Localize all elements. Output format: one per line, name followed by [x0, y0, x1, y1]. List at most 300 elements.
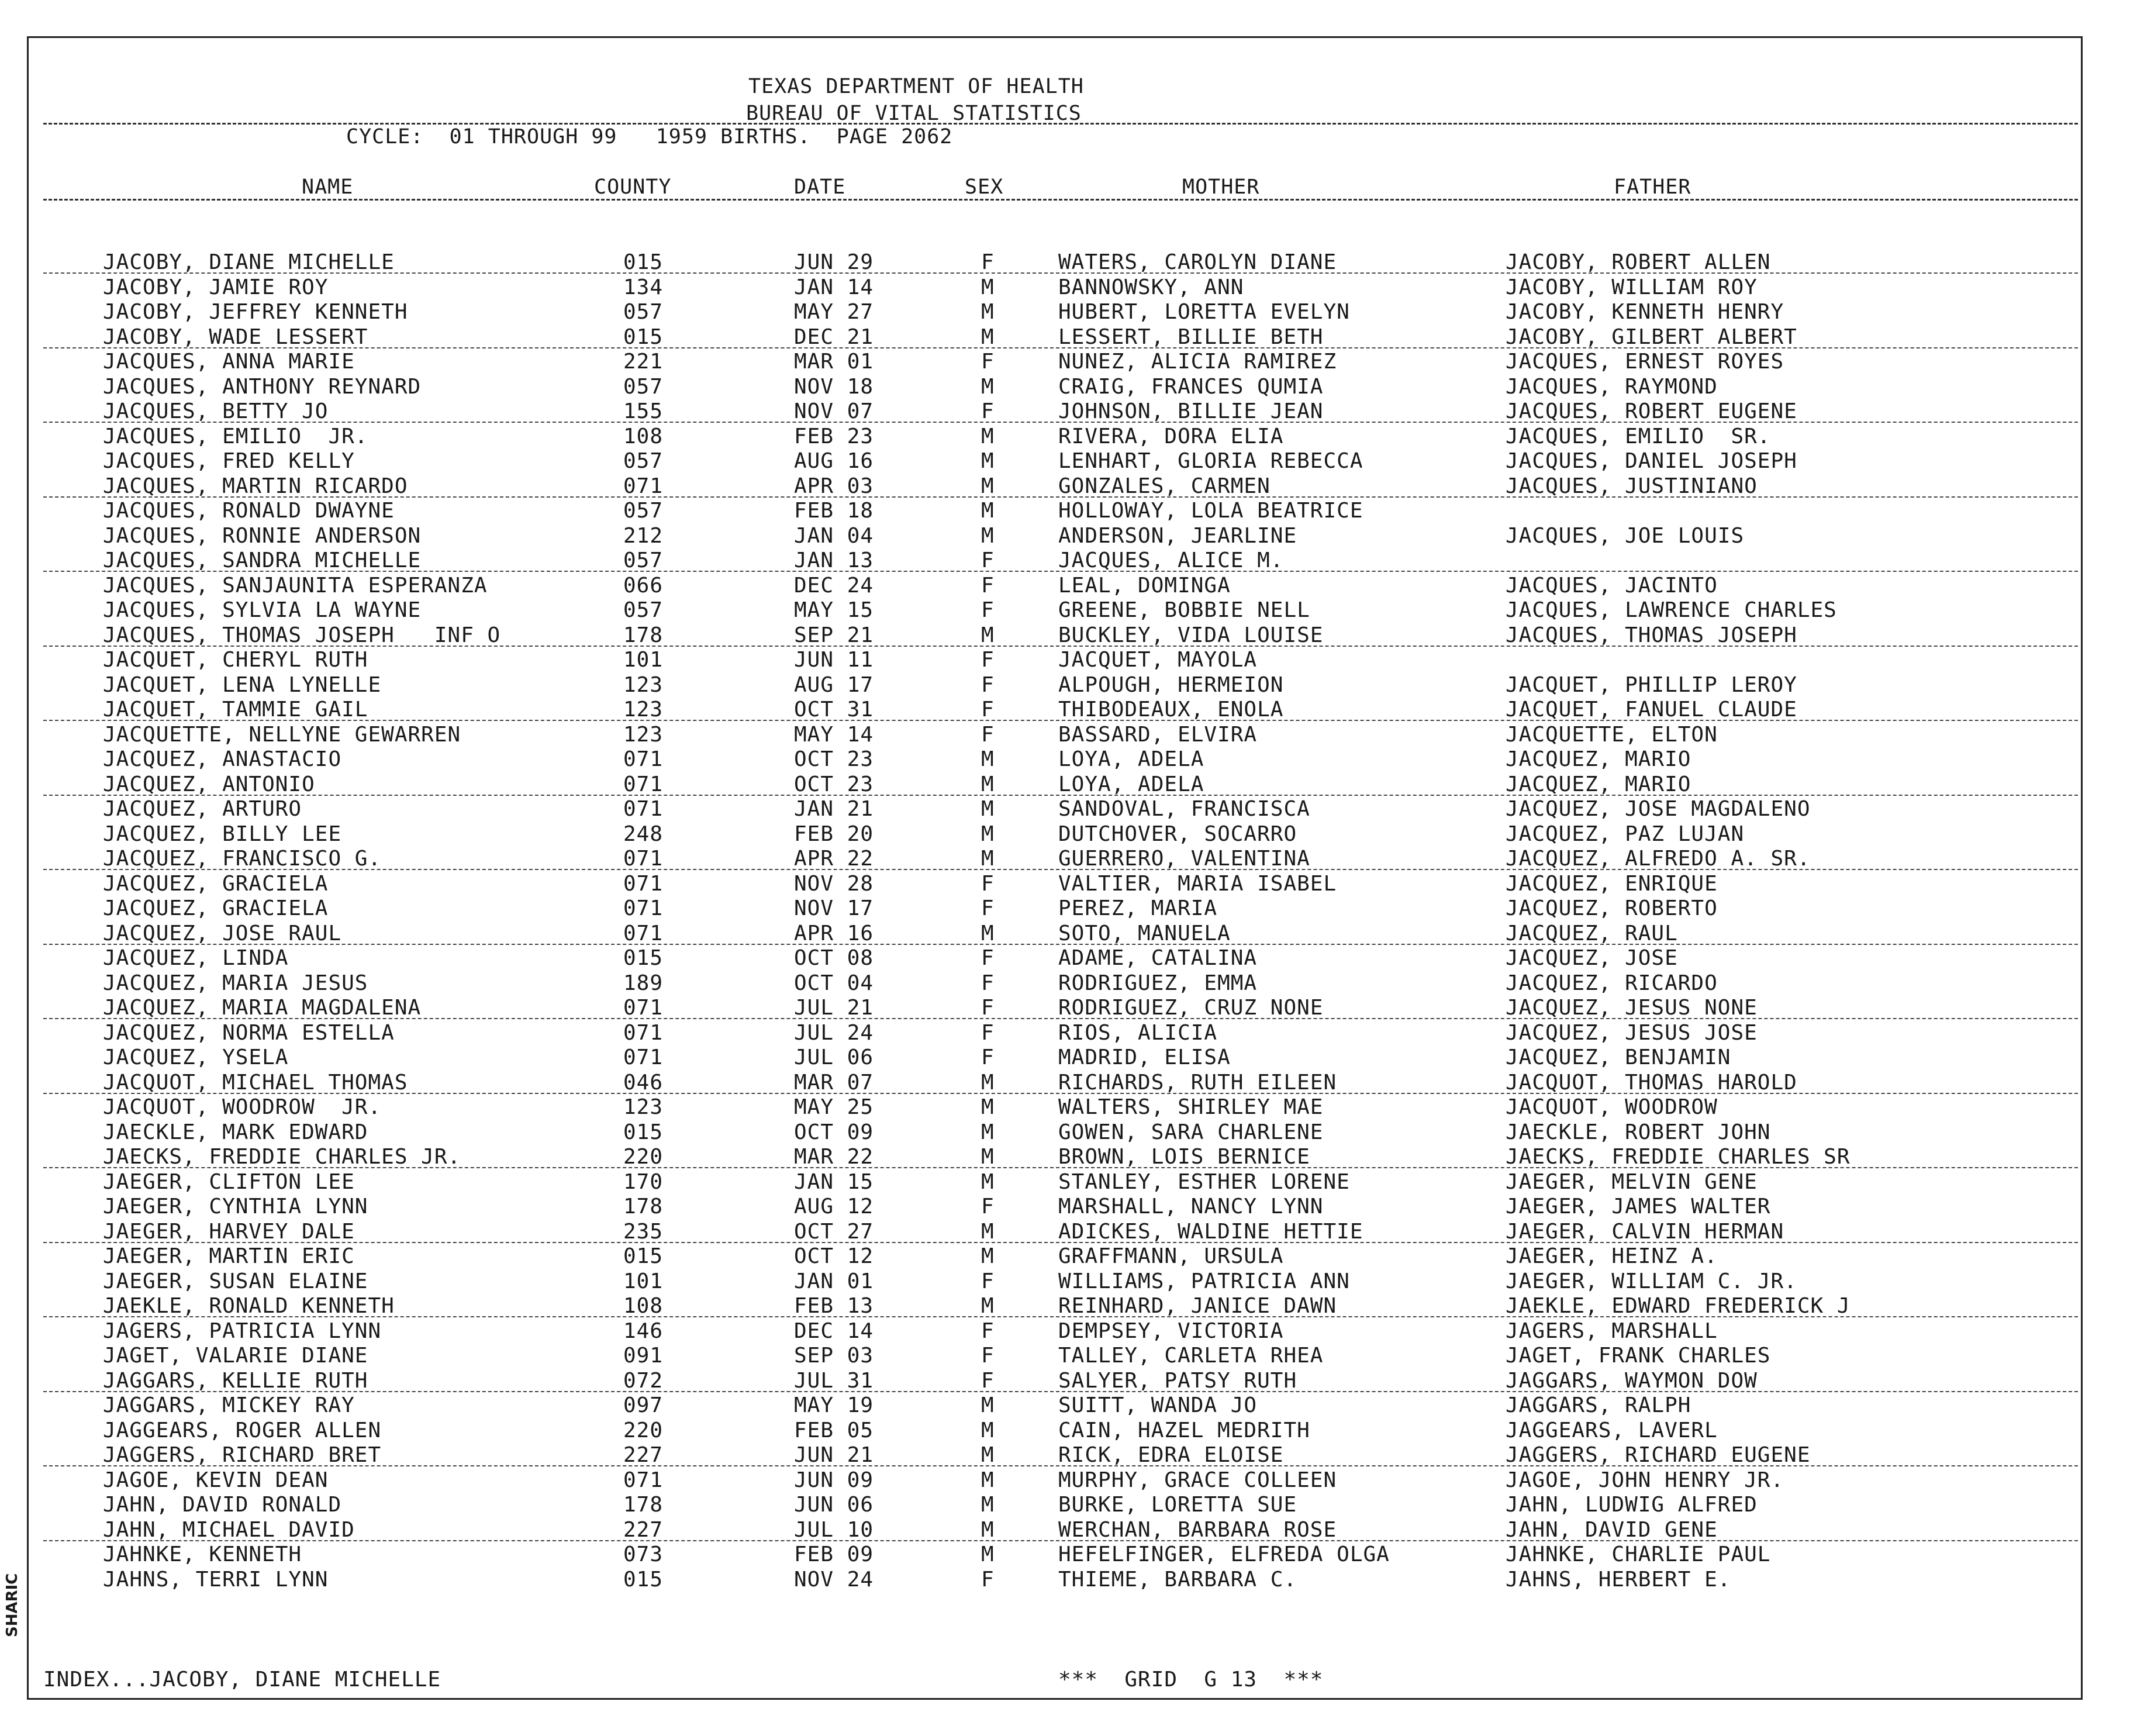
- cell-date: NOV 18: [794, 374, 874, 399]
- cell-name: JACQUET, LENA LYNELLE: [103, 672, 382, 697]
- cell-name: JACQUES, SYLVIA LA WAYNE: [103, 598, 422, 622]
- cell-father: JACQUEZ, JESUS JOSE: [1506, 1020, 1758, 1045]
- column-header-mother: MOTHER: [1182, 175, 1260, 199]
- cell-name: JAHN, DAVID RONALD: [103, 1493, 342, 1517]
- cell-father: JAEGER, MELVIN GENE: [1506, 1169, 1758, 1194]
- cell-mother: BASSARD, ELVIRA: [1058, 722, 1258, 747]
- grid-label: *** GRID G 13 ***: [1058, 1668, 1324, 1692]
- cell-date: DEC 14: [794, 1319, 874, 1343]
- cell-father: JACQUETTE, ELTON: [1506, 722, 1718, 747]
- cell-name: JACQUEZ, NORMA ESTELLA: [103, 1020, 395, 1045]
- cell-mother: SANDOVAL, FRANCISCA: [1058, 797, 1310, 821]
- cell-mother: LOYA, ADELA: [1058, 747, 1204, 771]
- cell-sex: F: [981, 1567, 995, 1592]
- cell-name: JACQUEZ, MARIA JESUS: [103, 971, 368, 995]
- cell-mother: BUCKLEY, VIDA LOUISE: [1058, 623, 1324, 647]
- cell-name: JAGGARS, KELLIE RUTH: [103, 1368, 368, 1393]
- table-row: [0, 1443, 2137, 1468]
- cell-date: DEC 21: [794, 325, 874, 349]
- table-row: [0, 250, 2137, 275]
- table-row: [0, 399, 2137, 424]
- cell-father: JAEGER, WILLIAM C. JR.: [1506, 1269, 1797, 1293]
- cell-name: JAGGEARS, ROGER ALLEN: [103, 1418, 382, 1442]
- cell-date: JUN 06: [794, 1493, 874, 1517]
- table-row: [0, 1220, 2137, 1244]
- cell-sex: M: [981, 325, 995, 349]
- cell-sex: M: [981, 1095, 995, 1119]
- cell-sex: F: [981, 350, 995, 374]
- cell-date: MAY 15: [794, 598, 874, 622]
- cell-mother: JACQUES, ALICE M.: [1058, 548, 1284, 572]
- index-label: INDEX...JACOBY, DIANE MICHELLE: [43, 1668, 441, 1692]
- cell-mother: NUNEZ, ALICIA RAMIREZ: [1058, 350, 1337, 374]
- table-row: [0, 896, 2137, 921]
- cell-sex: M: [981, 474, 995, 498]
- cell-name: JACQUEZ, ANASTACIO: [103, 747, 342, 771]
- cell-county: 178: [623, 1493, 664, 1517]
- table-row: [0, 524, 2137, 548]
- cell-father: JAEGER, CALVIN HERMAN: [1506, 1219, 1784, 1244]
- cell-sex: M: [981, 275, 995, 299]
- cell-father: JACQUEZ, ENRIQUE: [1506, 871, 1718, 896]
- cell-county: 057: [623, 300, 664, 324]
- cell-name: JAEGER, SUSAN ELAINE: [103, 1269, 368, 1293]
- table-row: [0, 1518, 2137, 1542]
- cell-father: JACQUEZ, JOSE: [1506, 946, 1678, 970]
- cell-county: 123: [623, 698, 664, 722]
- cell-sex: M: [981, 374, 995, 399]
- cell-county: 071: [623, 747, 664, 771]
- row-group-rule: [43, 571, 2078, 572]
- row-group-rule: [43, 1465, 2078, 1466]
- row-group-rule: [43, 496, 2078, 498]
- cell-county: 015: [623, 250, 664, 274]
- row-group-rule: [43, 347, 2078, 348]
- column-header-county: COUNTY: [594, 175, 672, 199]
- table-row: [0, 872, 2137, 896]
- cell-date: JAN 13: [794, 548, 874, 572]
- table-row: [0, 1170, 2137, 1195]
- cell-date: APR 22: [794, 847, 874, 871]
- cell-county: 146: [623, 1319, 664, 1343]
- table-row: [0, 1319, 2137, 1344]
- cell-father: JACQUEZ, MARIO: [1506, 772, 1691, 796]
- cell-mother: RICK, EDRA ELOISE: [1058, 1443, 1284, 1467]
- cell-father: JAGGERS, RICHARD EUGENE: [1506, 1443, 1811, 1467]
- cell-name: JAECKS, FREDDIE CHARLES JR.: [103, 1145, 461, 1169]
- cell-county: 108: [623, 1294, 664, 1318]
- cell-county: 015: [623, 1244, 664, 1268]
- cell-mother: CAIN, HAZEL MEDRITH: [1058, 1418, 1310, 1442]
- column-header-rule: [43, 199, 2078, 201]
- cell-sex: M: [981, 1542, 995, 1566]
- cell-father: JACQUES, RAYMOND: [1506, 374, 1718, 399]
- cell-mother: HEFELFINGER, ELFREDA OLGA: [1058, 1542, 1390, 1566]
- cell-date: FEB 20: [794, 822, 874, 846]
- row-group-rule: [43, 1540, 2078, 1541]
- cell-county: 057: [623, 598, 664, 622]
- cell-sex: F: [981, 946, 995, 970]
- cell-county: 101: [623, 1269, 664, 1293]
- cell-father: JACQUEZ, BENJAMIN: [1506, 1045, 1731, 1069]
- row-group-rule: [43, 1167, 2078, 1168]
- cell-sex: F: [981, 698, 995, 722]
- cell-mother: BURKE, LORETTA SUE: [1058, 1493, 1297, 1517]
- cell-father: JACOBY, KENNETH HENRY: [1506, 300, 1784, 324]
- cell-father: JAGGARS, RALPH: [1506, 1393, 1691, 1417]
- cell-county: 071: [623, 1020, 664, 1045]
- cell-father: JACQUEZ, RICARDO: [1506, 971, 1718, 995]
- cell-mother: BANNOWSKY, ANN: [1058, 275, 1244, 299]
- cell-date: JUN 21: [794, 1443, 874, 1467]
- cell-name: JACQUEZ, LINDA: [103, 946, 289, 970]
- cell-sex: M: [981, 449, 995, 473]
- cell-date: OCT 08: [794, 946, 874, 970]
- cell-county: 015: [623, 1567, 664, 1592]
- column-header-date: DATE: [794, 175, 846, 199]
- cell-father: JACQUOT, THOMAS HAROLD: [1506, 1070, 1797, 1095]
- cell-sex: M: [981, 1145, 995, 1169]
- cell-father: JAECKLE, ROBERT JOHN: [1506, 1120, 1771, 1144]
- cell-sex: M: [981, 1393, 995, 1417]
- cell-county: 227: [623, 1517, 664, 1542]
- cell-father: JAEGER, JAMES WALTER: [1506, 1195, 1771, 1219]
- cell-father: JACQUES, JACINTO: [1506, 573, 1718, 598]
- cell-mother: SALYER, PATSY RUTH: [1058, 1368, 1297, 1393]
- cell-mother: LENHART, GLORIA REBECCA: [1058, 449, 1363, 473]
- table-row: [0, 1269, 2137, 1294]
- cell-sex: M: [981, 300, 995, 324]
- cell-name: JACQUES, FRED KELLY: [103, 449, 355, 473]
- table-row: [0, 623, 2137, 648]
- cell-father: JACQUEZ, JOSE MAGDALENO: [1506, 797, 1811, 821]
- cell-sex: F: [981, 1344, 995, 1368]
- table-row: [0, 1045, 2137, 1070]
- cell-name: JAHNKE, KENNETH: [103, 1542, 302, 1566]
- table-row: [0, 548, 2137, 573]
- cell-county: 071: [623, 996, 664, 1020]
- cell-name: JACQUEZ, ARTURO: [103, 797, 302, 821]
- header-bureau: BUREAU OF VITAL STATISTICS: [746, 102, 1082, 125]
- cell-county: 123: [623, 672, 664, 697]
- cell-name: JAGGERS, RICHARD BRET: [103, 1443, 382, 1467]
- cell-mother: WERCHAN, BARBARA ROSE: [1058, 1517, 1337, 1542]
- cell-name: JACOBY, JAMIE ROY: [103, 275, 329, 299]
- cell-date: JUL 06: [794, 1045, 874, 1069]
- table-row: [0, 797, 2137, 822]
- cell-date: JAN 04: [794, 523, 874, 548]
- cell-date: MAY 14: [794, 722, 874, 747]
- cell-mother: THIBODEAUX, ENOLA: [1058, 698, 1284, 722]
- cell-sex: F: [981, 1368, 995, 1393]
- cell-father: JACQUES, JOE LOUIS: [1506, 523, 1745, 548]
- cell-father: JACQUEZ, ROBERTO: [1506, 896, 1718, 920]
- cell-name: JACQUEZ, FRANCISCO G.: [103, 847, 382, 871]
- cell-mother: MADRID, ELISA: [1058, 1045, 1231, 1069]
- cell-sex: M: [981, 1244, 995, 1268]
- cell-mother: LOYA, ADELA: [1058, 772, 1204, 796]
- cell-date: MAR 22: [794, 1145, 874, 1169]
- cell-county: 212: [623, 523, 664, 548]
- cell-county: 108: [623, 424, 664, 448]
- cell-date: JUL 10: [794, 1517, 874, 1542]
- cell-mother: REINHARD, JANICE DAWN: [1058, 1294, 1337, 1318]
- cell-name: JACQUES, ANTHONY REYNARD: [103, 374, 422, 399]
- cell-name: JACQUES, SANDRA MICHELLE: [103, 548, 422, 572]
- table-row: [0, 574, 2137, 598]
- row-group-rule: [43, 1316, 2078, 1317]
- cell-county: 066: [623, 573, 664, 598]
- cell-name: JAHN, MICHAEL DAVID: [103, 1517, 355, 1542]
- cell-father: JACQUES, JUSTINIANO: [1506, 474, 1758, 498]
- cell-sex: M: [981, 1169, 995, 1194]
- cell-date: SEP 03: [794, 1344, 874, 1368]
- cell-name: JACQUET, CHERYL RUTH: [103, 648, 368, 672]
- cell-name: JACQUES, BETTY JO: [103, 399, 329, 423]
- cell-sex: M: [981, 1070, 995, 1095]
- cell-name: JACQUEZ, GRACIELA: [103, 896, 329, 920]
- row-group-rule: [43, 272, 2078, 274]
- cell-mother: VALTIER, MARIA ISABEL: [1058, 871, 1337, 896]
- cell-date: DEC 24: [794, 573, 874, 598]
- cell-sex: F: [981, 648, 995, 672]
- cell-name: JAGERS, PATRICIA LYNN: [103, 1319, 382, 1343]
- cell-sex: M: [981, 623, 995, 647]
- cell-mother: RIVERA, DORA ELIA: [1058, 424, 1284, 448]
- cell-county: 123: [623, 722, 664, 747]
- cell-county: 015: [623, 325, 664, 349]
- cell-county: 072: [623, 1368, 664, 1393]
- cell-date: SEP 21: [794, 623, 874, 647]
- cell-county: 071: [623, 474, 664, 498]
- cell-date: FEB 05: [794, 1418, 874, 1442]
- cell-county: 071: [623, 772, 664, 796]
- row-group-rule: [43, 422, 2078, 423]
- cell-mother: RODRIGUEZ, CRUZ NONE: [1058, 996, 1324, 1020]
- cell-father: JACQUES, DANIEL JOSEPH: [1506, 449, 1797, 473]
- cell-mother: STANLEY, ESTHER LORENE: [1058, 1169, 1350, 1194]
- cell-father: JAHNKE, CHARLIE PAUL: [1506, 1542, 1771, 1566]
- cell-name: JAHNS, TERRI LYNN: [103, 1567, 329, 1592]
- cell-date: FEB 18: [794, 499, 874, 523]
- cell-name: JAECKLE, MARK EDWARD: [103, 1120, 368, 1144]
- cell-mother: THIEME, BARBARA C.: [1058, 1567, 1297, 1592]
- table-row: [0, 499, 2137, 523]
- table-row: [0, 325, 2137, 350]
- cell-date: JUL 24: [794, 1020, 874, 1045]
- cell-sex: F: [981, 1020, 995, 1045]
- cell-sex: M: [981, 424, 995, 448]
- cell-date: AUG 12: [794, 1195, 874, 1219]
- table-row: [0, 1393, 2137, 1418]
- cell-father: JACOBY, WILLIAM ROY: [1506, 275, 1758, 299]
- cell-mother: RICHARDS, RUTH EILEEN: [1058, 1070, 1337, 1095]
- cell-mother: SUITT, WANDA JO: [1058, 1393, 1258, 1417]
- row-group-rule: [43, 1093, 2078, 1094]
- row-group-rule: [43, 869, 2078, 870]
- cell-father: JACQUEZ, PAZ LUJAN: [1506, 822, 1745, 846]
- table-row: [0, 946, 2137, 971]
- cell-date: JUN 11: [794, 648, 874, 672]
- cell-father: JACQUES, THOMAS JOSEPH: [1506, 623, 1797, 647]
- column-header-name: NAME: [302, 175, 354, 199]
- cell-date: NOV 28: [794, 871, 874, 896]
- cell-father: JAEGER, HEINZ A.: [1506, 1244, 1718, 1268]
- cell-father: JAGGEARS, LAVERL: [1506, 1418, 1718, 1442]
- cell-county: 178: [623, 623, 664, 647]
- cell-mother: GRAFFMANN, URSULA: [1058, 1244, 1284, 1268]
- cell-county: 134: [623, 275, 664, 299]
- cell-mother: JOHNSON, BILLIE JEAN: [1058, 399, 1324, 423]
- table-row: [0, 723, 2137, 747]
- table-row: [0, 971, 2137, 996]
- cell-sex: F: [981, 896, 995, 920]
- cell-date: OCT 09: [794, 1120, 874, 1144]
- table-row: [0, 1071, 2137, 1095]
- cell-sex: F: [981, 1269, 995, 1293]
- table-row: [0, 375, 2137, 399]
- cell-father: JAEKLE, EDWARD FREDERICK J: [1506, 1294, 1851, 1318]
- cell-name: JACQUEZ, JOSE RAUL: [103, 921, 342, 945]
- cell-mother: CRAIG, FRANCES QUMIA: [1058, 374, 1324, 399]
- cell-mother: WALTERS, SHIRLEY MAE: [1058, 1095, 1324, 1119]
- cell-date: FEB 09: [794, 1542, 874, 1566]
- cell-mother: LEAL, DOMINGA: [1058, 573, 1231, 598]
- header-cycle: CYCLE: 01 THROUGH 99 1959 BIRTHS. PAGE 2062: [346, 125, 953, 149]
- cell-mother: LESSERT, BILLIE BETH: [1058, 325, 1324, 349]
- cell-date: FEB 23: [794, 424, 874, 448]
- cell-sex: F: [981, 722, 995, 747]
- cell-date: AUG 16: [794, 449, 874, 473]
- cell-father: JACQUEZ, MARIO: [1506, 747, 1691, 771]
- cell-date: MAY 25: [794, 1095, 874, 1119]
- cell-county: 097: [623, 1393, 664, 1417]
- cell-county: 189: [623, 971, 664, 995]
- table-row: [0, 1294, 2137, 1319]
- row-group-rule: [43, 720, 2078, 721]
- row-group-rule: [43, 944, 2078, 945]
- cell-mother: JACQUET, MAYOLA: [1058, 648, 1258, 672]
- cell-sex: F: [981, 1045, 995, 1069]
- cell-name: JAEGER, MARTIN ERIC: [103, 1244, 355, 1268]
- table-row: [0, 1369, 2137, 1393]
- cell-date: OCT 31: [794, 698, 874, 722]
- cell-mother: SOTO, MANUELA: [1058, 921, 1231, 945]
- table-row: [0, 424, 2137, 449]
- cell-county: 071: [623, 871, 664, 896]
- cell-county: 071: [623, 921, 664, 945]
- cell-sex: M: [981, 1219, 995, 1244]
- cell-date: JAN 15: [794, 1169, 874, 1194]
- cell-father: JACQUEZ, JESUS NONE: [1506, 996, 1758, 1020]
- cell-father: JACQUET, FANUEL CLAUDE: [1506, 698, 1797, 722]
- cell-sex: F: [981, 1319, 995, 1343]
- table-row: [0, 1244, 2137, 1269]
- cell-father: JAGGARS, WAYMON DOW: [1506, 1368, 1758, 1393]
- cell-sex: F: [981, 548, 995, 572]
- cell-name: JACQUES, SANJAUNITA ESPERANZA: [103, 573, 488, 598]
- row-group-rule: [43, 795, 2078, 796]
- cell-name: JACOBY, WADE LESSERT: [103, 325, 368, 349]
- cell-mother: WATERS, CAROLYN DIANE: [1058, 250, 1337, 274]
- cell-date: NOV 07: [794, 399, 874, 423]
- cell-date: FEB 13: [794, 1294, 874, 1318]
- cell-date: MAY 27: [794, 300, 874, 324]
- table-row: [0, 822, 2137, 847]
- cell-mother: WILLIAMS, PATRICIA ANN: [1058, 1269, 1350, 1293]
- cell-date: JUL 21: [794, 996, 874, 1020]
- cell-father: JAGOE, JOHN HENRY JR.: [1506, 1468, 1784, 1492]
- cell-sex: M: [981, 921, 995, 945]
- cell-mother: ADAME, CATALINA: [1058, 946, 1258, 970]
- cell-name: JACQUEZ, BILLY LEE: [103, 822, 342, 846]
- table-row: [0, 698, 2137, 722]
- cell-mother: MURPHY, GRACE COLLEEN: [1058, 1468, 1337, 1492]
- cell-name: JACQUEZ, GRACIELA: [103, 871, 329, 896]
- cell-date: MAR 07: [794, 1070, 874, 1095]
- cell-mother: ANDERSON, JEARLINE: [1058, 523, 1297, 548]
- cell-county: 248: [623, 822, 664, 846]
- cell-name: JACOBY, DIANE MICHELLE: [103, 250, 395, 274]
- table-row: [0, 275, 2137, 300]
- cell-mother: DEMPSEY, VICTORIA: [1058, 1319, 1284, 1343]
- cell-date: OCT 04: [794, 971, 874, 995]
- row-group-rule: [43, 1391, 2078, 1392]
- cell-county: 015: [623, 946, 664, 970]
- cell-county: 057: [623, 449, 664, 473]
- cell-date: APR 16: [794, 921, 874, 945]
- cell-sex: F: [981, 971, 995, 995]
- cell-name: JAEGER, CLIFTON LEE: [103, 1169, 355, 1194]
- cell-sex: M: [981, 797, 995, 821]
- cell-county: 057: [623, 374, 664, 399]
- cell-father: JAGET, FRANK CHARLES: [1506, 1344, 1771, 1368]
- table-row: [0, 300, 2137, 325]
- cell-county: 057: [623, 499, 664, 523]
- cell-county: 071: [623, 896, 664, 920]
- cell-name: JACQUET, TAMMIE GAIL: [103, 698, 368, 722]
- cell-father: JACOBY, GILBERT ALBERT: [1506, 325, 1797, 349]
- table-row: [0, 648, 2137, 672]
- cell-name: JACQUES, MARTIN RICARDO: [103, 474, 408, 498]
- cell-name: JACOBY, JEFFREY KENNETH: [103, 300, 408, 324]
- cell-mother: RODRIGUEZ, EMMA: [1058, 971, 1258, 995]
- table-row: [0, 747, 2137, 772]
- cell-county: 227: [623, 1443, 664, 1467]
- cell-name: JAEGER, HARVEY DALE: [103, 1219, 355, 1244]
- table-row: [0, 1120, 2137, 1145]
- table-row: [0, 1344, 2137, 1368]
- cell-mother: MARSHALL, NANCY LYNN: [1058, 1195, 1324, 1219]
- cell-mother: HOLLOWAY, LOLA BEATRICE: [1058, 499, 1363, 523]
- cell-date: AUG 17: [794, 672, 874, 697]
- cell-name: JAEGER, CYNTHIA LYNN: [103, 1195, 368, 1219]
- cell-sex: M: [981, 822, 995, 846]
- cell-county: 220: [623, 1418, 664, 1442]
- cell-sex: M: [981, 1443, 995, 1467]
- cell-county: 071: [623, 847, 664, 871]
- cell-sex: M: [981, 1517, 995, 1542]
- row-group-rule: [43, 1018, 2078, 1019]
- table-row: [0, 1095, 2137, 1120]
- cell-name: JAGGARS, MICKEY RAY: [103, 1393, 355, 1417]
- cell-sex: M: [981, 1120, 995, 1144]
- cell-sex: M: [981, 1418, 995, 1442]
- table-row: [0, 772, 2137, 797]
- cell-date: MAY 19: [794, 1393, 874, 1417]
- cell-county: 091: [623, 1344, 664, 1368]
- table-row: [0, 598, 2137, 623]
